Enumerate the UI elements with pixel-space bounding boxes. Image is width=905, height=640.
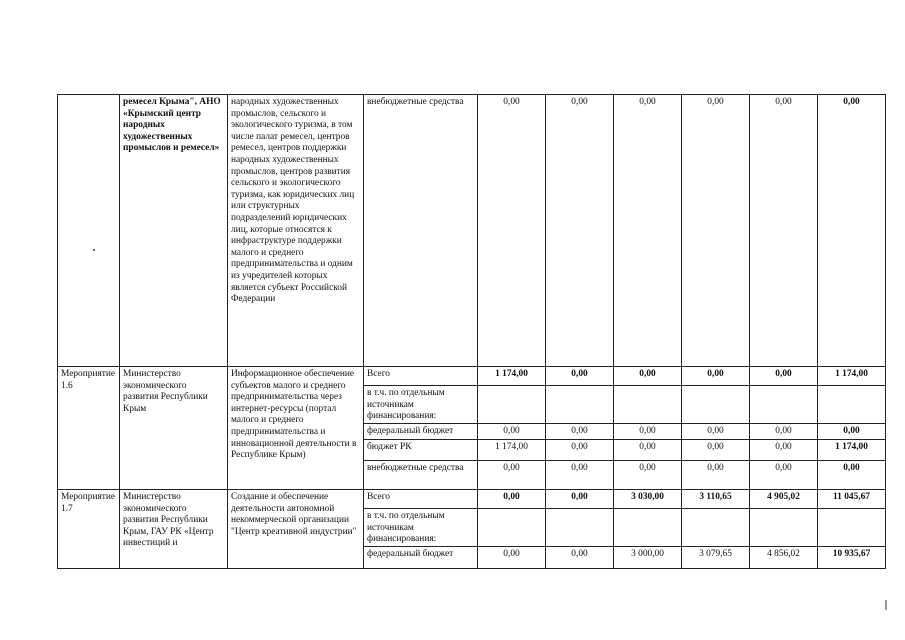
value-cell: [546, 509, 614, 547]
total-cell: 1 174,00: [818, 367, 886, 386]
value-cell: 1 174,00: [478, 440, 546, 461]
table-row: [58, 95, 886, 367]
total-cell: [818, 386, 886, 424]
value-cell: 0,00: [614, 461, 682, 490]
table-row: [58, 367, 886, 386]
executor-cell: Министерство экономического развития Республики Крым: [120, 367, 228, 490]
value-cell: [750, 386, 818, 424]
value-cell: 0,00: [682, 424, 750, 440]
value-cell: 1 174,00: [478, 367, 546, 386]
executor-cell: Министерство экономического развития Республики Крым, ГАУ РК «Центр инвестиций и: [120, 490, 228, 569]
value-cell: 0,00: [546, 461, 614, 490]
value-cell: 0,00: [682, 461, 750, 490]
value-cell: 0,00: [478, 95, 546, 367]
value-cell: 0,00: [478, 424, 546, 440]
value-cell: 0,00: [614, 424, 682, 440]
total-cell: 0,00: [818, 95, 886, 367]
value-cell: 0,00: [478, 490, 546, 509]
value-cell: 0,00: [682, 95, 750, 367]
table-row: [58, 490, 886, 509]
value-cell: 0,00: [546, 547, 614, 569]
value-cell: 0,00: [682, 367, 750, 386]
value-cell: 4 905,02: [750, 490, 818, 509]
source-cell: Всего: [364, 490, 478, 509]
value-cell: 0,00: [750, 461, 818, 490]
value-cell: [682, 509, 750, 547]
value-cell: 0,00: [750, 95, 818, 367]
event-cell: Мероприятие 1.7: [58, 490, 120, 569]
source-cell: бюджет РК: [364, 440, 478, 461]
value-cell: 3 030,00: [614, 490, 682, 509]
value-cell: 0,00: [478, 461, 546, 490]
value-cell: 0,00: [614, 440, 682, 461]
event-cell: [58, 95, 120, 367]
value-cell: 0,00: [546, 95, 614, 367]
source-cell: в т.ч. по отдельным источникам финансирования:: [364, 386, 478, 424]
value-cell: 0,00: [546, 440, 614, 461]
total-cell: 0,00: [818, 424, 886, 440]
value-cell: [546, 386, 614, 424]
value-cell: 0,00: [750, 424, 818, 440]
value-cell: 0,00: [614, 367, 682, 386]
scan-mark: [885, 600, 887, 610]
source-cell: в т.ч. по отдельным источникам финансирования:: [364, 509, 478, 547]
value-cell: 0,00: [546, 490, 614, 509]
source-cell: федеральный бюджет: [364, 547, 478, 569]
value-cell: [614, 386, 682, 424]
executor-cell: ремесел Крыма", АНО «Крымский центр народных художественных промыслов и ремесел»: [120, 95, 228, 367]
source-cell: Всего: [364, 367, 478, 386]
value-cell: [478, 386, 546, 424]
value-cell: 0,00: [546, 367, 614, 386]
value-cell: 0,00: [614, 95, 682, 367]
value-cell: 3 000,00: [614, 547, 682, 569]
value-cell: 0,00: [750, 440, 818, 461]
value-cell: [614, 509, 682, 547]
value-cell: 3 110,65: [682, 490, 750, 509]
source-cell: внебюджетные средства: [364, 461, 478, 490]
value-cell: 0,00: [546, 424, 614, 440]
source-cell: федеральный бюджет: [364, 424, 478, 440]
value-cell: [750, 509, 818, 547]
value-cell: 3 079,65: [682, 547, 750, 569]
description-cell: Информационное обеспечение субъектов малого и среднего предпринимательства через интернет-ресурсы (портал малого и среднего предпринимательства и инновационной деятельности в Республике Крым): [228, 367, 364, 490]
total-cell: 11 045,67: [818, 490, 886, 509]
event-cell: Мероприятие 1.6: [58, 367, 120, 490]
total-cell: [818, 509, 886, 547]
value-cell: 0,00: [682, 440, 750, 461]
total-cell: 10 935,67: [818, 547, 886, 569]
value-cell: [682, 386, 750, 424]
value-cell: [478, 509, 546, 547]
budget-table: [57, 94, 886, 569]
description-cell: народных художественных промыслов, сельского и экологического туризма, в том числе палат ремесел, центров ремесел, центров поддержки народных художественных промыслов, центров развития сельского и экологического туризма, как юридических лиц или структурных подразделений юридических лиц, которые относятся к инфраструктуре поддержки малого и среднего предпринимательства и одним из учредителей которых является субъект Российской Федерации: [228, 95, 364, 367]
total-cell: 0,00: [818, 461, 886, 490]
description-cell: Создание и обеспечение деятельности автономной некоммерческой организации "Центр креативной индустрии": [228, 490, 364, 569]
value-cell: 0,00: [750, 367, 818, 386]
total-cell: 1 174,00: [818, 440, 886, 461]
value-cell: 4 856,02: [750, 547, 818, 569]
value-cell: 0,00: [478, 547, 546, 569]
source-cell: внебюджетные средства: [364, 95, 478, 367]
